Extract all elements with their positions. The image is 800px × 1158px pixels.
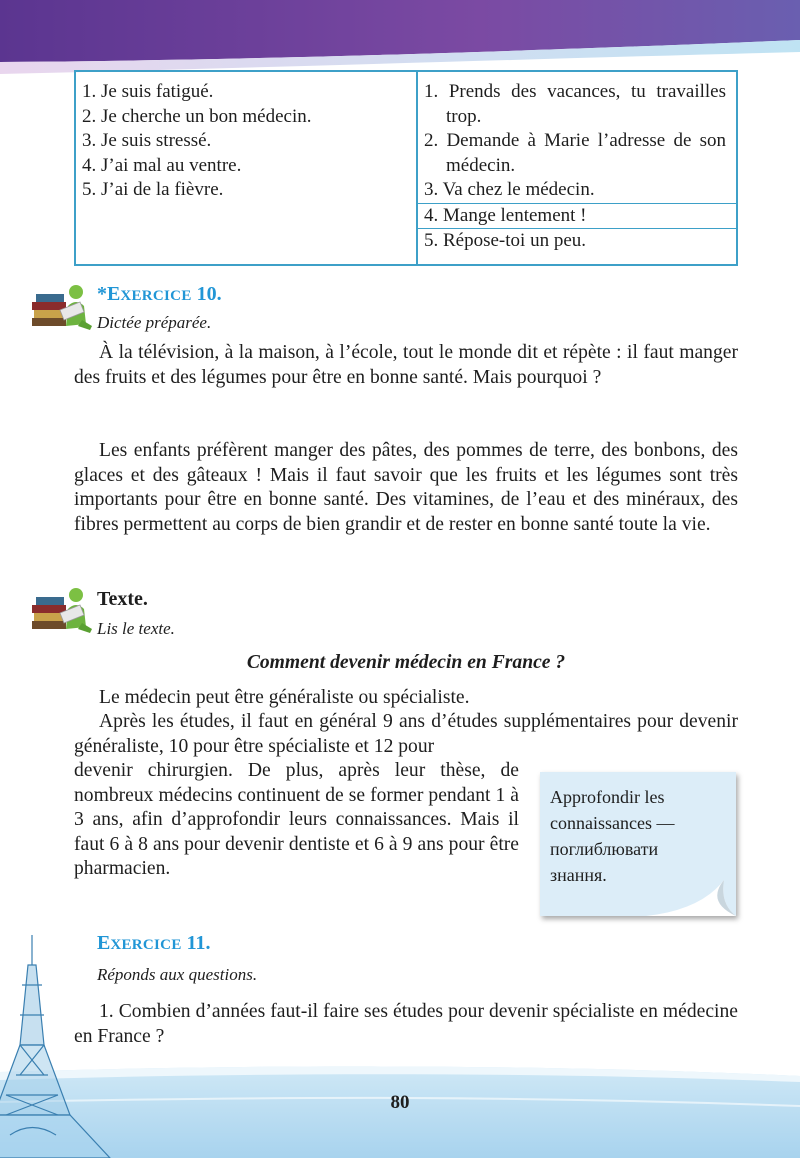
problem-item: 1. Je suis fatigué. [82, 81, 214, 102]
problem-item: 3. Je suis stressé. [82, 130, 212, 151]
advice-item: 1. Prends des vacances, tu travailles trop. [424, 81, 726, 127]
matching-table [74, 70, 738, 266]
advice-item: 4. Mange lentement ! [418, 203, 736, 229]
problem-item: 5. J’ai de la fièvre. [82, 179, 224, 200]
text-section-title: Texte. [97, 588, 148, 610]
note-line: Approfondir les [550, 787, 665, 807]
exercise-11-instruction: Réponds aux questions. [97, 965, 258, 984]
advice-item: 2. Demande à Marie l’adresse de son médecin. [424, 130, 726, 176]
dictation-paragraph: À la télévision, à la maison, à l’école, tout le monde dit et répète : il faut manger des fruits et des légumes pour être en bonne santé. Mais pourquoi ? [74, 342, 738, 388]
reading-books-icon [30, 280, 94, 332]
eiffel-tower-icon [0, 935, 130, 1158]
dictation-paragraph: Les enfants préfèrent manger des pâtes, des pommes de terre, des bonbons, des glaces et des gâteaux ! Mais il faut savoir que les fruits et les légumes sont très importants pour être en bonne santé. Des vitamines, de l’eau et des minéraux, des fibres permettent au corps de bien grandir et de rester en bonne santé toute la vie. [74, 440, 738, 535]
problems-column [75, 71, 417, 265]
exercise-10-instruction: Dictée préparée. [97, 313, 212, 332]
note-line: connaissances — [550, 813, 675, 833]
exercise-10-title: *EXERCICE 10. [97, 283, 222, 305]
advice-item: 3. Va chez le médecin. [424, 179, 595, 200]
text-paragraph: Après les études, il faut en général 9 ans d’études supplémentaires pour devenir généraliste, 10 pour être spécialiste et 12 pour [74, 711, 738, 757]
advice-column [417, 71, 737, 265]
page-number: 80 [390, 1092, 410, 1113]
reading-books-icon [30, 583, 94, 635]
problem-item: 2. Je cherche un bon médecin. [82, 105, 312, 127]
page-curl-icon [646, 874, 736, 916]
text-paragraph: Le médecin peut être généraliste ou spécialiste. [99, 687, 470, 708]
problem-item: 4. J’ai mal au ventre. [82, 154, 242, 176]
top-decorative-band [0, 0, 800, 80]
text-heading: Comment devenir médecin en France ? [246, 652, 566, 673]
question-item: 1. Combien d’années faut-il faire ses études pour devenir spécialiste en médecine en France ? [74, 1001, 738, 1047]
text-paragraph: devenir chirurgien. De plus, après leur thèse, de nombreux médecins continuent de se former pendant 1 à 3 ans, afin d’approfondir leurs connaissances. Mais il faut 6 à 8 ans pour devenir dentiste et 6 à 9 ans pour être pharmacien. [74, 760, 519, 879]
vocabulary-note [540, 772, 736, 916]
advice-item: 5. Répose-toi un peu. [418, 228, 736, 254]
text-instruction: Lis le texte. [97, 619, 175, 638]
exercise-11-title: EXERCICE 11. [97, 932, 211, 954]
note-line: поглиблювати [550, 839, 659, 859]
note-line: знання. [550, 865, 607, 885]
